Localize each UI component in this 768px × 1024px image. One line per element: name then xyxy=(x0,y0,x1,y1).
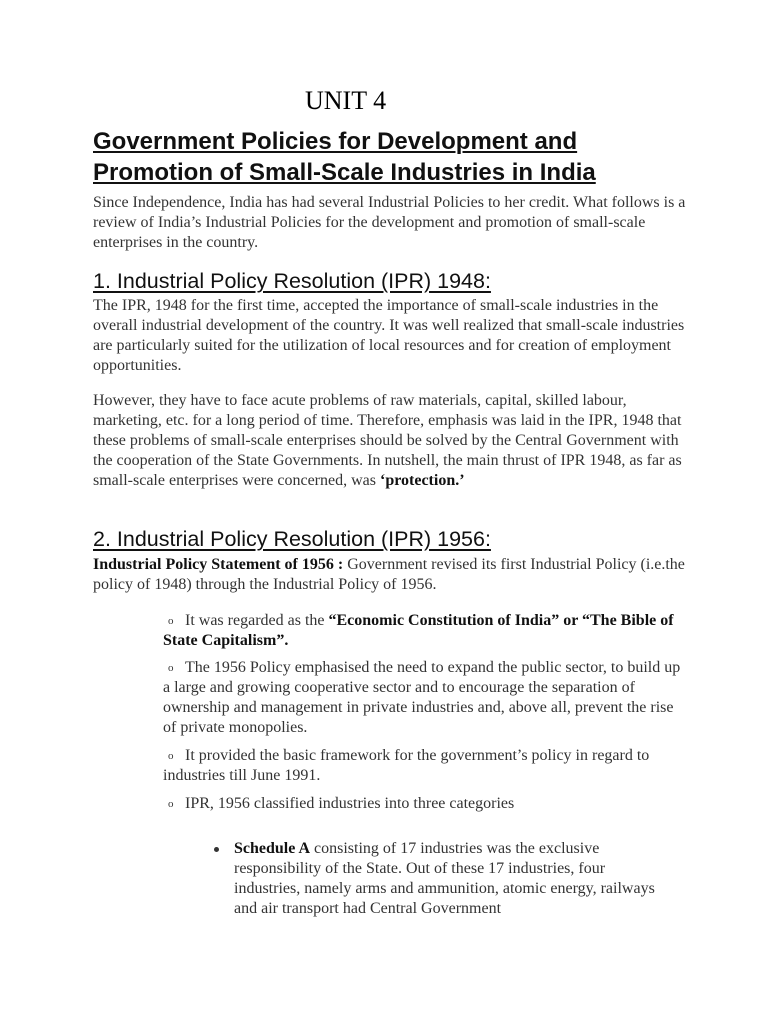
schedule-a-text: consisting of 17 industries was the exclusive responsibility of the State. Out of these 17 industries, four industries, namely arms and ammunition, atomic energy, railways and air transport had Central Government xyxy=(234,840,655,917)
bullet-item-4 xyxy=(163,794,683,814)
bullet-3-text: It provided the basic framework for the government’s policy in regard to industries till June 1991. xyxy=(163,747,650,784)
intro-paragraph: Since Independence, India has had several Industrial Policies to her credit. What follows is a review of India’s Industrial Policies for the development and promotion of small-scale enterprises in the country. xyxy=(93,194,686,251)
schedule-a-label: Schedule A xyxy=(234,840,311,857)
bullet-item-3 xyxy=(163,746,683,786)
bullet-2-text: The 1956 Policy emphasised the need to expand the public sector, to build up a large and growing cooperative sector and to encourage the separation of ownership and management in private industries and, above all, prevent the rise of private monopolies. xyxy=(163,659,681,736)
bullet-item-2 xyxy=(163,658,683,738)
bullet-marker: o xyxy=(168,662,174,674)
schedule-a-item xyxy=(234,839,674,919)
section-1-heading: 1. Industrial Policy Resolution (IPR) 1948: xyxy=(93,269,491,293)
title-line-2: Promotion of Small-Scale Industries in India xyxy=(93,159,596,186)
policy-statement-label: Industrial Policy Statement of 1956 : xyxy=(93,556,344,573)
bullet-dot-icon xyxy=(214,847,219,852)
bullet-marker: o xyxy=(168,750,174,762)
policy-statement-paragraph xyxy=(93,555,693,595)
bullet-1-text: It was regarded as the xyxy=(185,612,329,629)
bullet-marker: o xyxy=(168,615,174,627)
section-1-paragraph-1: The IPR, 1948 for the first time, accepted the importance of small-scale industries in the overall industrial development of the country. It was well realized that small-scale industries are particularly suited for the utilization of local resources and for creation of employment opportunities. xyxy=(93,297,685,374)
document-title xyxy=(93,126,733,188)
bullet-marker: o xyxy=(168,798,174,810)
bullet-4-text: IPR, 1956 classified industries into three categories xyxy=(185,795,515,812)
policy-statement-text: Government revised its first Industrial Policy (i.e.the policy of 1948) through the Industrial Policy of 1956. xyxy=(93,556,685,593)
section-1-paragraph-2 xyxy=(93,391,693,491)
title-line-1: Government Policies for Development and xyxy=(93,128,578,155)
bullet-1-bold: “Economic Constitution of India” or “The Bible of State Capitalism”. xyxy=(163,612,674,649)
bullet-item-1 xyxy=(163,611,683,651)
unit-label: UNIT 4 xyxy=(305,86,387,115)
section-2-heading: 2. Industrial Policy Resolution (IPR) 1956: xyxy=(93,527,491,551)
protection-emphasis: ‘protection.’ xyxy=(379,472,465,489)
section-1-paragraph-2-text: However, they have to face acute problems of raw materials, capital, skilled labour, marketing, etc. for a long period of time. Therefore, emphasis was laid in the IPR, 1948 that these problems of small-scale enterprises should be solved by the Central Government with the cooperation of the State Governments. In nutshell, the main thrust of IPR 1948, as far as small-scale enterprises were concerned, was xyxy=(93,392,682,489)
